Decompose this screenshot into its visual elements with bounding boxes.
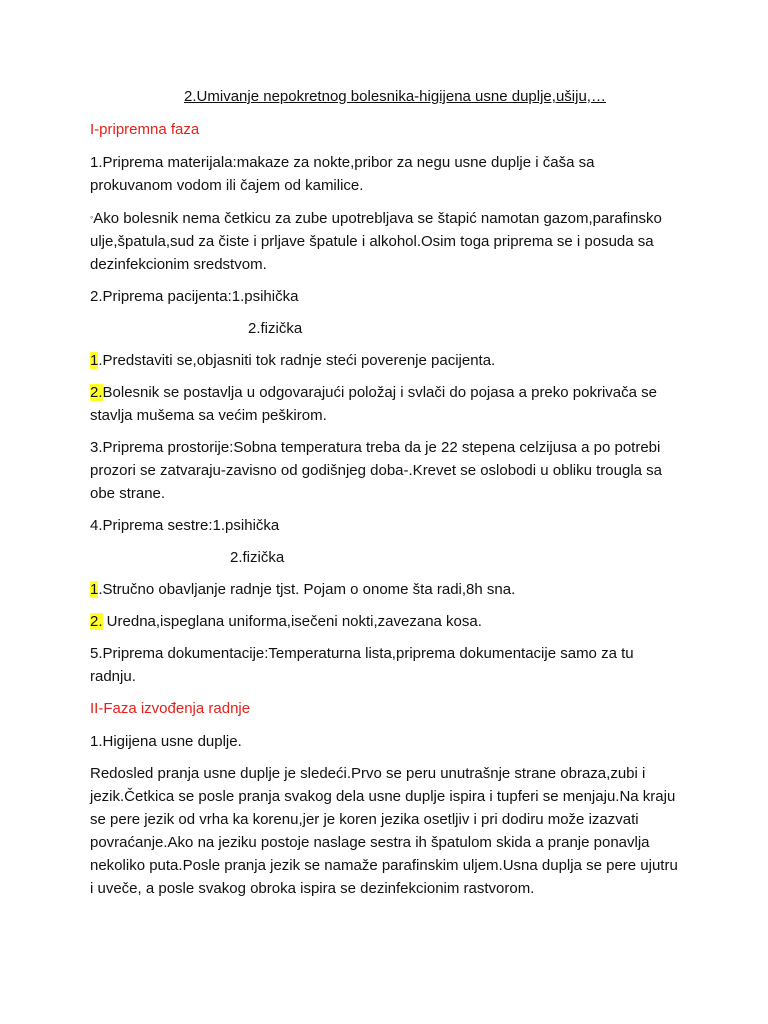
materials-paragraph: 1.Priprema materijala:makaze za nokte,pribor za negu usne duplje i čaša sa prokuvanom vodom ili čajem od kamilice. bbox=[90, 154, 595, 194]
documentation-paragraph: 5.Priprema dokumentacije:Temperaturna lista,priprema dokumentacije samo za tu radnju. bbox=[90, 645, 634, 685]
patient-prep-physical: 2.fizička bbox=[248, 320, 303, 337]
highlighted-number: 2. bbox=[90, 384, 103, 401]
oral-hygiene-heading: 1.Higijena usne duplje. bbox=[90, 733, 242, 750]
bullet-glyph: ◦ bbox=[90, 212, 94, 222]
highlighted-number: 1 bbox=[90, 581, 99, 598]
patient-step-1-text: .Predstaviti se,objasniti tok radnje steći poverenje pacijenta. bbox=[98, 352, 496, 369]
patient-step-2-text: Bolesnik se postavlja u odgovarajući položaj i svlači do pojasa a preko pokrivača se stavlja mušema sa većim peškirom. bbox=[90, 384, 657, 424]
materials-bullet-text: Ako bolesnik nema četkicu za zube upotrebljava se štapić namotan gazom,parafinsko ulje,špatula,sud za čiste i prljave špatule i alkohol.Osim toga priprema se i posuda sa dezinfekcionim sredstvom. bbox=[90, 210, 662, 273]
oral-hygiene-paragraph: Redosled pranja usne duplje je sledeći.Prvo se peru unutrašnje strane obraza,zubi i jezik.Četkica se posle pranja svakog dela usne duplje ispira i tupferi se menjaju.Na kraju se pere jezik od vrha ka korenu,jer je koren jezika osetljiv i pri dodiru može izazvati povraćanje.Ako na jeziku postoje naslage sestra ih špatulom skida a pranje ponavlja nekoliko puta.Posle pranja jezik se namaže parafinskim uljem.Usna duplja se pere ujutru i uveče, a posle svakog obroka ispira se dezinfekcionim rastvorom. bbox=[90, 765, 678, 897]
room-prep-paragraph: 3.Priprema prostorije:Sobna temperatura treba da je 22 stepena celzijusa a po potrebi prozori se zatvaraju-zavisno od godišnjeg doba-.Krevet se oslobodi u obliku trougla sa obe strane. bbox=[90, 439, 662, 502]
nurse-prep-physical: 2.fizička bbox=[230, 549, 285, 566]
nurse-step-2-text: Uredna,ispeglana uniforma,isečeni nokti,zavezana kosa. bbox=[102, 613, 482, 630]
highlighted-number: 1 bbox=[90, 352, 99, 369]
phase2-heading: II-Faza izvođenja radnje bbox=[90, 700, 251, 717]
document-title: 2.Umivanje nepokretnog bolesnika-higijena usne duplje,ušiju,… bbox=[184, 88, 606, 105]
nurse-step-2 bbox=[90, 610, 680, 633]
phase1-heading: I-pripremna faza bbox=[90, 121, 200, 138]
nurse-step-1-text: .Stručno obavljanje radnje tjst. Pojam o onome šta radi,8h sna. bbox=[98, 581, 516, 598]
patient-prep-paragraph: 2.Priprema pacijenta:1.psihička bbox=[90, 288, 299, 305]
patient-step-1 bbox=[90, 349, 680, 372]
nurse-step-1 bbox=[90, 578, 680, 601]
document-page bbox=[90, 85, 680, 909]
patient-step-2 bbox=[90, 381, 680, 427]
nurse-prep-paragraph: 4.Priprema sestre:1.psihička bbox=[90, 517, 280, 534]
materials-bullet-paragraph bbox=[90, 206, 680, 276]
highlighted-number: 2. bbox=[90, 613, 103, 630]
